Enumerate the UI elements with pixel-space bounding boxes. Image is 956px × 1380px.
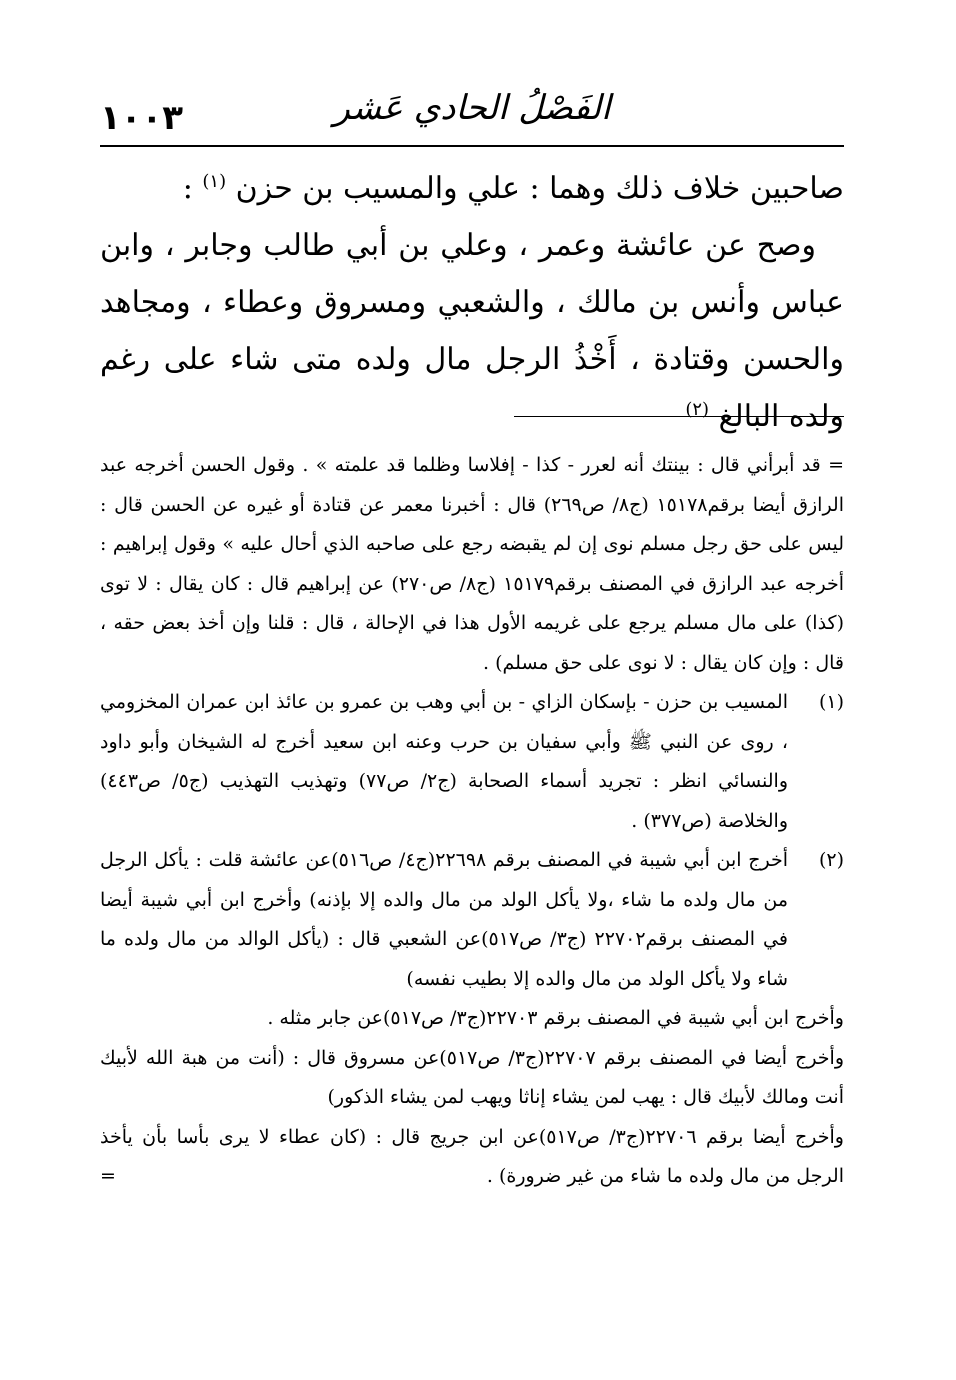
main-line-1 [100, 160, 844, 217]
chapter-title: الفَصْلُ الحادي عَشر [333, 88, 611, 128]
footnote-2-text: أخرج ابن أبي شيبة في المصنف برقم ٢٢٦٩٨(ج٤/ ص٥١٦)عن عائشة قلت : يأكل الرجل من مال ولده ما شاء ،ولا يأكل الولد من مال والده إلا بإذنه) وأخرج ابن أبي شيبة أيضا في المصنف برقم٢٢٧٠٢ (ج٣/ ص٥١٧)عن الشعبي قال : (يأكل الوالد من مال ولده ما شاء ولا يأكل الولد من مال والده إلا بطيب نفسه) [100, 849, 788, 990]
continuation-mark: = [100, 1165, 116, 1187]
footnote-ref-1[interactable]: (١) [202, 171, 227, 192]
page-header [100, 88, 844, 138]
footnotes-section [100, 446, 844, 1197]
footnote-1-text: المسيب بن حزن - بإسكان الزاي - بن أبي وهب بن عمرو بن عائذ ابن عمران المخزومي ، روى عن النبي ﷺ وأبي سفيان بن حرب وعنه ابن سعيد أخرج له الشيخان وأبو داود والنسائي انظر : تجريد أسماء الصحابة (ج٢/ ص٧٧) وتهذيب التهذيب (ج٥/ ص٤٤٣) والخلاصة (ص٣٧٧) . [100, 691, 789, 832]
footnote-2-line-2: وأخرج ابن أبي شيبة في المصنف برقم ٢٢٧٠٣(ج٣/ ص٥١٧)عن جابر مثله . [267, 1007, 844, 1029]
page-number: ١٠٠٣ [100, 98, 184, 138]
footnote-2-number: (٢) [818, 849, 844, 871]
footnote-2-line-3: وأخرج أيضا في المصنف برقم ٢٢٧٠٧(ج٣/ ص٥١٧)عن مسروق قال : (أنت من هبة الله لأبيك أنت ومالك لأبيك قال : يهب لمن يشاء إناثا ويهب لمن يشاء الذكور) [100, 1046, 845, 1108]
footnote-1-number: (١) [818, 691, 844, 713]
footnote-1 [100, 683, 844, 841]
main-line-1-text: صاحبين خلاف ذلك وهما : علي والمسيب بن حزن [235, 171, 844, 206]
footnote-divider [514, 416, 844, 417]
header-divider [100, 145, 844, 147]
main-body-text [100, 160, 844, 445]
footnote-ref-2[interactable]: (٢) [685, 399, 710, 420]
footnote-2-line-4-text: وأخرج أيضا برقم ٢٢٧٠٦(ج٣/ ص٥١٧)عن ابن جريج قال : (كان عطاء لا يرى بأسا بأن يأخذ الرجل من مال ولده ما شاء من غير ضرورة) . [100, 1125, 844, 1187]
main-paragraph-2 [100, 217, 844, 445]
main-line-1-tail: : [182, 171, 203, 206]
footnote-2 [100, 841, 844, 999]
main-paragraph-2-text: وصح عن عائشة وعمر ، وعلي بن أبي طالب وجابر ، وابن عباس وأنس بن مالك ، والشعبي ومسروق وعطاء ، ومجاهد والحسن وقتادة ، أَخْذُ الرجل مال ولده متى شاء على رغم ولده البالغ [100, 228, 844, 434]
footnote-continuation: = قد أبرأني قال : بينتك أنه لعرر - كذا - إفلاسا وظلما قد علمته » . وقول الحسن أخرجه عبد الرازق أيضا برقم١٥١٧٨ (ج٨/ ص٢٦٩) قال : أخبرنا معمر عن قتادة أو غيره عن الحسن قال : ليس على حق رجل مسلم نوى إن لم يقبضه رجع على صاحبه الذي أحال عليه » وقول إبراهيم : أخرجه عبد الرازق في المصنف برقم١٥١٧٩ (ج٨/ ص٢٧٠) عن إبراهيم قال : كان يقال : لا توى (كذا) على مال مسلم يرجع على غريمه الأول هذا في الإحالة ، قال : قلنا وإن أخذ بعض حقه ، قال : وإن كان يقال : لا نوى على حق مسلم) . [100, 454, 845, 674]
footnote-2-line-4 [100, 1118, 844, 1197]
